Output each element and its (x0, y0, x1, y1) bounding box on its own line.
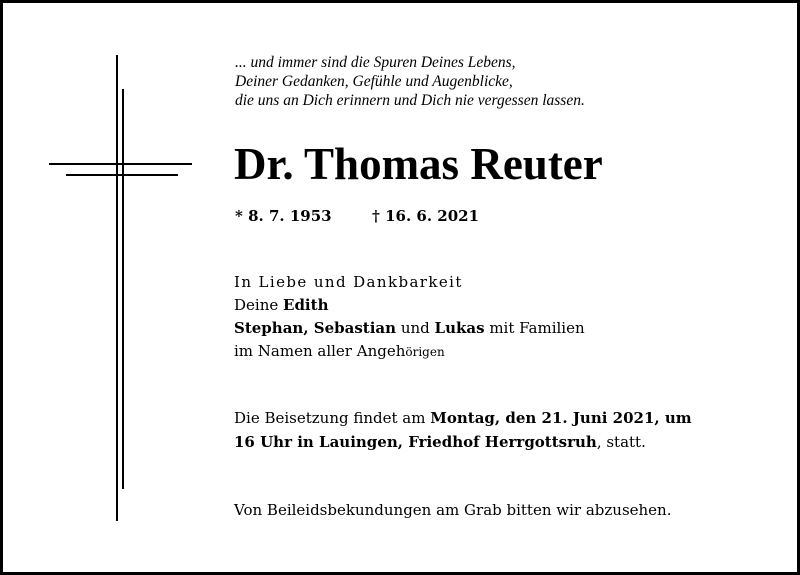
funeral-line-2 (234, 431, 646, 454)
verse-line: Deiner Gedanken, Gefühle und Augenblicke, (235, 73, 513, 90)
verse-line: die uns an Dich erinnern und Dich nie vergessen lassen. (235, 92, 585, 109)
funeral-text: Die Beisetzung findet am (234, 409, 431, 427)
life-dates (235, 205, 480, 227)
mourners-text: mit Familien (484, 319, 585, 337)
memorial-verse (235, 53, 585, 110)
mourners-text-small: örigen (405, 345, 445, 359)
mourners-text: und (396, 319, 435, 337)
funeral-date: Montag, den 21. Juni 2021, um (430, 409, 692, 427)
funeral-text: , statt. (596, 433, 646, 451)
birth-date: * 8. 7. 1953 (235, 207, 332, 225)
deceased-name: Dr. Thomas Reuter (234, 139, 603, 189)
mourners-text: im Namen aller Angeh (234, 342, 406, 360)
mourner-name: Lukas (434, 319, 485, 337)
funeral-place: 16 Uhr in Lauingen, Friedhof Herrgottsruh (234, 433, 597, 451)
cross-icon-vertical-outer (116, 55, 118, 521)
cross-icon-vertical-inner (122, 89, 124, 489)
mourners-line-spouse (234, 294, 328, 317)
mourners-text: Deine (234, 296, 284, 314)
mourners-line-relatives (234, 340, 445, 364)
mourner-name: Edith (283, 296, 329, 314)
mourners-line-children (234, 317, 585, 340)
verse-line: ... und immer sind die Spuren Deines Lebens, (235, 54, 516, 71)
cross-icon-horizontal-outer (49, 163, 192, 165)
funeral-line-1 (234, 407, 692, 430)
mourners-intro: In Liebe und Dankbarkeit (234, 273, 463, 291)
cross-icon-horizontal-inner (66, 174, 178, 176)
death-date: † 16. 6. 2021 (372, 207, 480, 225)
mourner-names: Stephan, Sebastian (234, 319, 397, 337)
condolence-note: Von Beileidsbekundungen am Grab bitten wir abzusehen. (234, 501, 672, 519)
